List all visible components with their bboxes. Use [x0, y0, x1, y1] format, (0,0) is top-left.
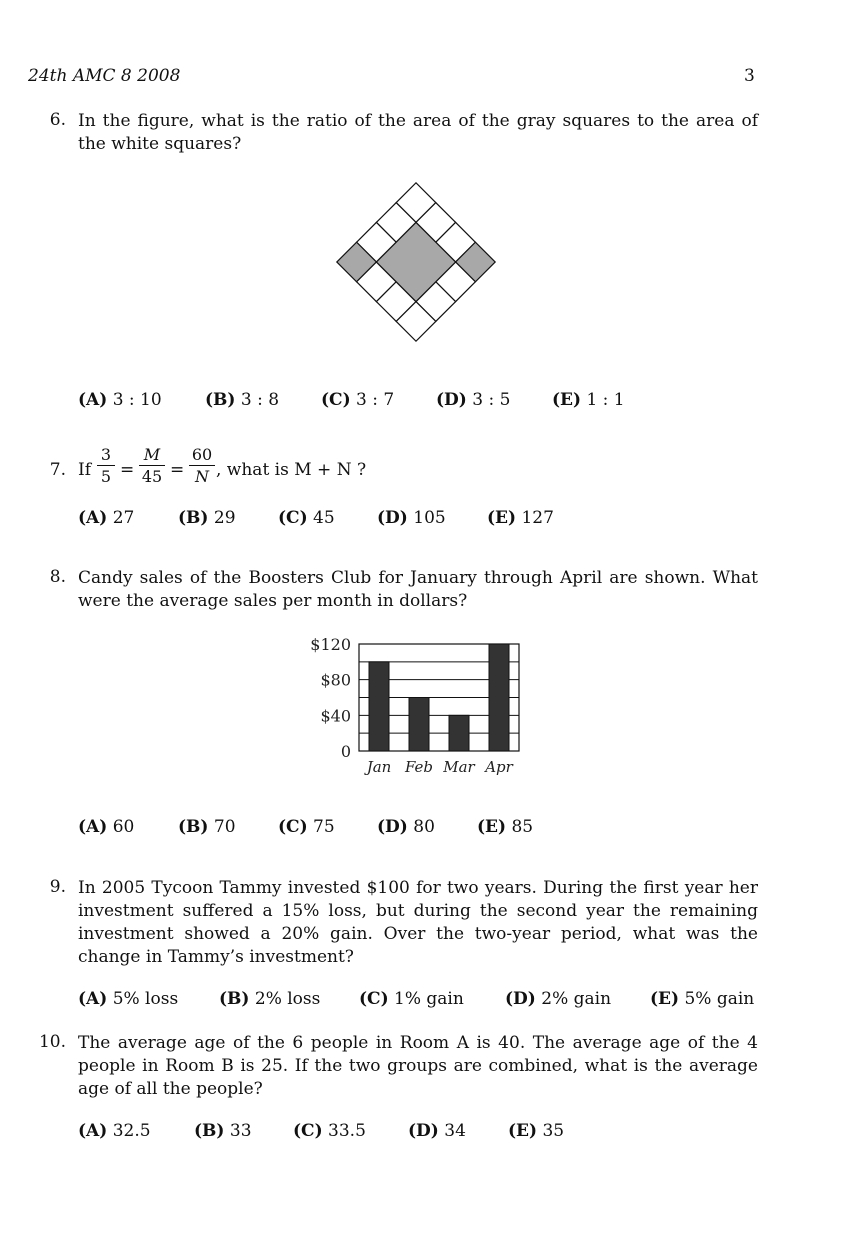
choice-letter: (D) — [505, 989, 536, 1009]
choice-letter: (C) — [321, 390, 351, 410]
choice-letter: (D) — [408, 1121, 439, 1141]
fraction-60-n — [189, 445, 215, 486]
fraction-m-45-numerator: M — [139, 445, 165, 466]
choice-value: 70 — [213, 817, 236, 837]
question-7-number: 7. — [49, 460, 66, 480]
candy-sales-bar-chart — [300, 630, 540, 780]
question-9-number: 9. — [49, 877, 66, 897]
choice-letter: (D) — [377, 817, 408, 837]
bar-apr — [489, 644, 509, 751]
q9-choice-b — [219, 989, 320, 1009]
choice-value: 60 — [112, 817, 135, 837]
choice-value: 3 : 10 — [112, 390, 162, 410]
bar-jan — [369, 662, 389, 751]
q10-choice-b — [194, 1121, 252, 1141]
x-tick-label: Jan — [366, 758, 392, 776]
choice-value: 1 : 1 — [586, 390, 625, 410]
choice-letter: (A) — [78, 817, 108, 837]
choice-letter: (A) — [78, 1121, 108, 1141]
choice-value: 32.5 — [112, 1121, 151, 1141]
fraction-m-45-denominator: 45 — [141, 467, 163, 486]
choice-letter: (E) — [477, 817, 507, 837]
fraction-3-5-numerator: 3 — [97, 445, 115, 466]
choice-letter: (A) — [78, 390, 108, 410]
choice-letter: (B) — [178, 508, 209, 528]
q10-choice-a — [78, 1121, 151, 1141]
fraction-m-45 — [139, 445, 165, 486]
choice-value: 3 : 7 — [356, 390, 395, 410]
fraction-3-5 — [97, 445, 115, 486]
q6-choice-e — [552, 390, 625, 410]
y-tick-label: 0 — [340, 742, 351, 761]
question-7-if: If — [78, 460, 92, 480]
equals-sign-2: = — [170, 460, 185, 480]
equals-sign-1: = — [120, 460, 135, 480]
choice-letter: (E) — [552, 390, 582, 410]
q9-choice-e — [650, 989, 754, 1009]
q7-choice-e — [487, 508, 554, 528]
q7-choice-d — [377, 508, 446, 528]
choice-letter: (A) — [78, 508, 108, 528]
y-tick-label: $120 — [310, 635, 351, 654]
q8-choice-a — [78, 817, 134, 837]
q8-choice-b — [178, 817, 236, 837]
q6-choice-d — [436, 390, 510, 410]
bar-mar — [449, 715, 469, 751]
choice-value: 27 — [112, 508, 135, 528]
q9-choice-c — [359, 989, 464, 1009]
choice-letter: (E) — [487, 508, 517, 528]
question-10-text: The average age of the 6 people in Room A is 40. The average age of the 4 people in Room B is 25. If the two groups are combined, what is the average age of all the people? — [78, 1033, 758, 1099]
choice-letter: (C) — [278, 817, 308, 837]
q6-choice-b — [205, 390, 279, 410]
choice-value: 85 — [511, 817, 534, 837]
choice-value: 2% gain — [541, 989, 612, 1009]
choice-letter: (B) — [219, 989, 250, 1009]
q6-choice-a — [78, 390, 162, 410]
choice-value: 3 : 5 — [472, 390, 511, 410]
choice-letter: (B) — [178, 817, 209, 837]
choice-letter: (E) — [650, 989, 680, 1009]
bar-feb — [409, 698, 429, 752]
q7-choice-a — [78, 508, 134, 528]
choice-value: 5% gain — [684, 989, 755, 1009]
choice-letter: (A) — [78, 989, 108, 1009]
question-7-tail: , what is M + N ? — [216, 460, 367, 480]
q10-choice-c — [293, 1121, 366, 1141]
choice-value: 127 — [521, 508, 554, 528]
question-10-number: 10. — [38, 1032, 66, 1052]
choice-value: 80 — [413, 817, 435, 837]
fraction-3-5-denominator: 5 — [100, 467, 112, 486]
x-tick-label: Apr — [485, 758, 513, 776]
choice-value: 33.5 — [328, 1121, 366, 1141]
q10-choice-d — [408, 1121, 466, 1141]
q10-choice-e — [508, 1121, 564, 1141]
choice-letter: (B) — [205, 390, 236, 410]
choice-value: 75 — [313, 817, 335, 837]
x-tick-label: Feb — [404, 758, 434, 776]
diamond-squares-figure — [330, 178, 500, 350]
choice-value: 5% loss — [112, 989, 179, 1009]
choice-value: 105 — [413, 508, 446, 528]
choice-letter: (C) — [359, 989, 389, 1009]
question-9-text: In 2005 Tycoon Tammy invested $100 for two years. During the first year her investment suffered a 15% loss, but during the second year the remaining investment showed a 20% gain. Over the two-year period, what was the change in Tammy’s investment? — [78, 878, 758, 967]
q9-choice-a — [78, 989, 178, 1009]
question-6-text: In the figure, what is the ratio of the area of the gray squares to the area of the white squares? — [78, 111, 758, 154]
q6-choice-c — [321, 390, 394, 410]
q7-choice-c — [278, 508, 335, 528]
choice-letter: (D) — [436, 390, 467, 410]
choice-letter: (B) — [194, 1121, 225, 1141]
choice-value: 2% loss — [254, 989, 321, 1009]
choice-letter: (E) — [508, 1121, 538, 1141]
q8-choice-e — [477, 817, 533, 837]
choice-value: 35 — [542, 1121, 565, 1141]
fraction-60-n-denominator: N — [195, 467, 209, 486]
question-6-number: 6. — [49, 110, 66, 130]
choice-value: 29 — [213, 508, 236, 528]
y-tick-label: $80 — [320, 670, 351, 690]
choice-value: 33 — [229, 1121, 252, 1141]
question-8-text: Candy sales of the Boosters Club for January through April are shown. What were the average sales per month in dollars? — [78, 568, 758, 611]
fraction-60-n-numerator: 60 — [189, 445, 215, 466]
choice-letter: (C) — [293, 1121, 323, 1141]
choice-letter: (C) — [278, 508, 308, 528]
x-tick-label: Mar — [443, 758, 475, 776]
q8-choice-c — [278, 817, 335, 837]
question-8-number: 8. — [49, 567, 66, 587]
q9-choice-d — [505, 989, 611, 1009]
choice-value: 45 — [313, 508, 335, 528]
page-number: 3 — [744, 66, 755, 86]
q8-choice-d — [377, 817, 435, 837]
choice-value: 34 — [444, 1121, 466, 1141]
choice-value: 1% gain — [394, 989, 464, 1009]
choice-value: 3 : 8 — [240, 390, 280, 410]
running-header-title: 24th AMC 8 2008 — [28, 66, 181, 86]
y-tick-label: $40 — [320, 706, 351, 726]
choice-letter: (D) — [377, 508, 408, 528]
q7-choice-b — [178, 508, 236, 528]
